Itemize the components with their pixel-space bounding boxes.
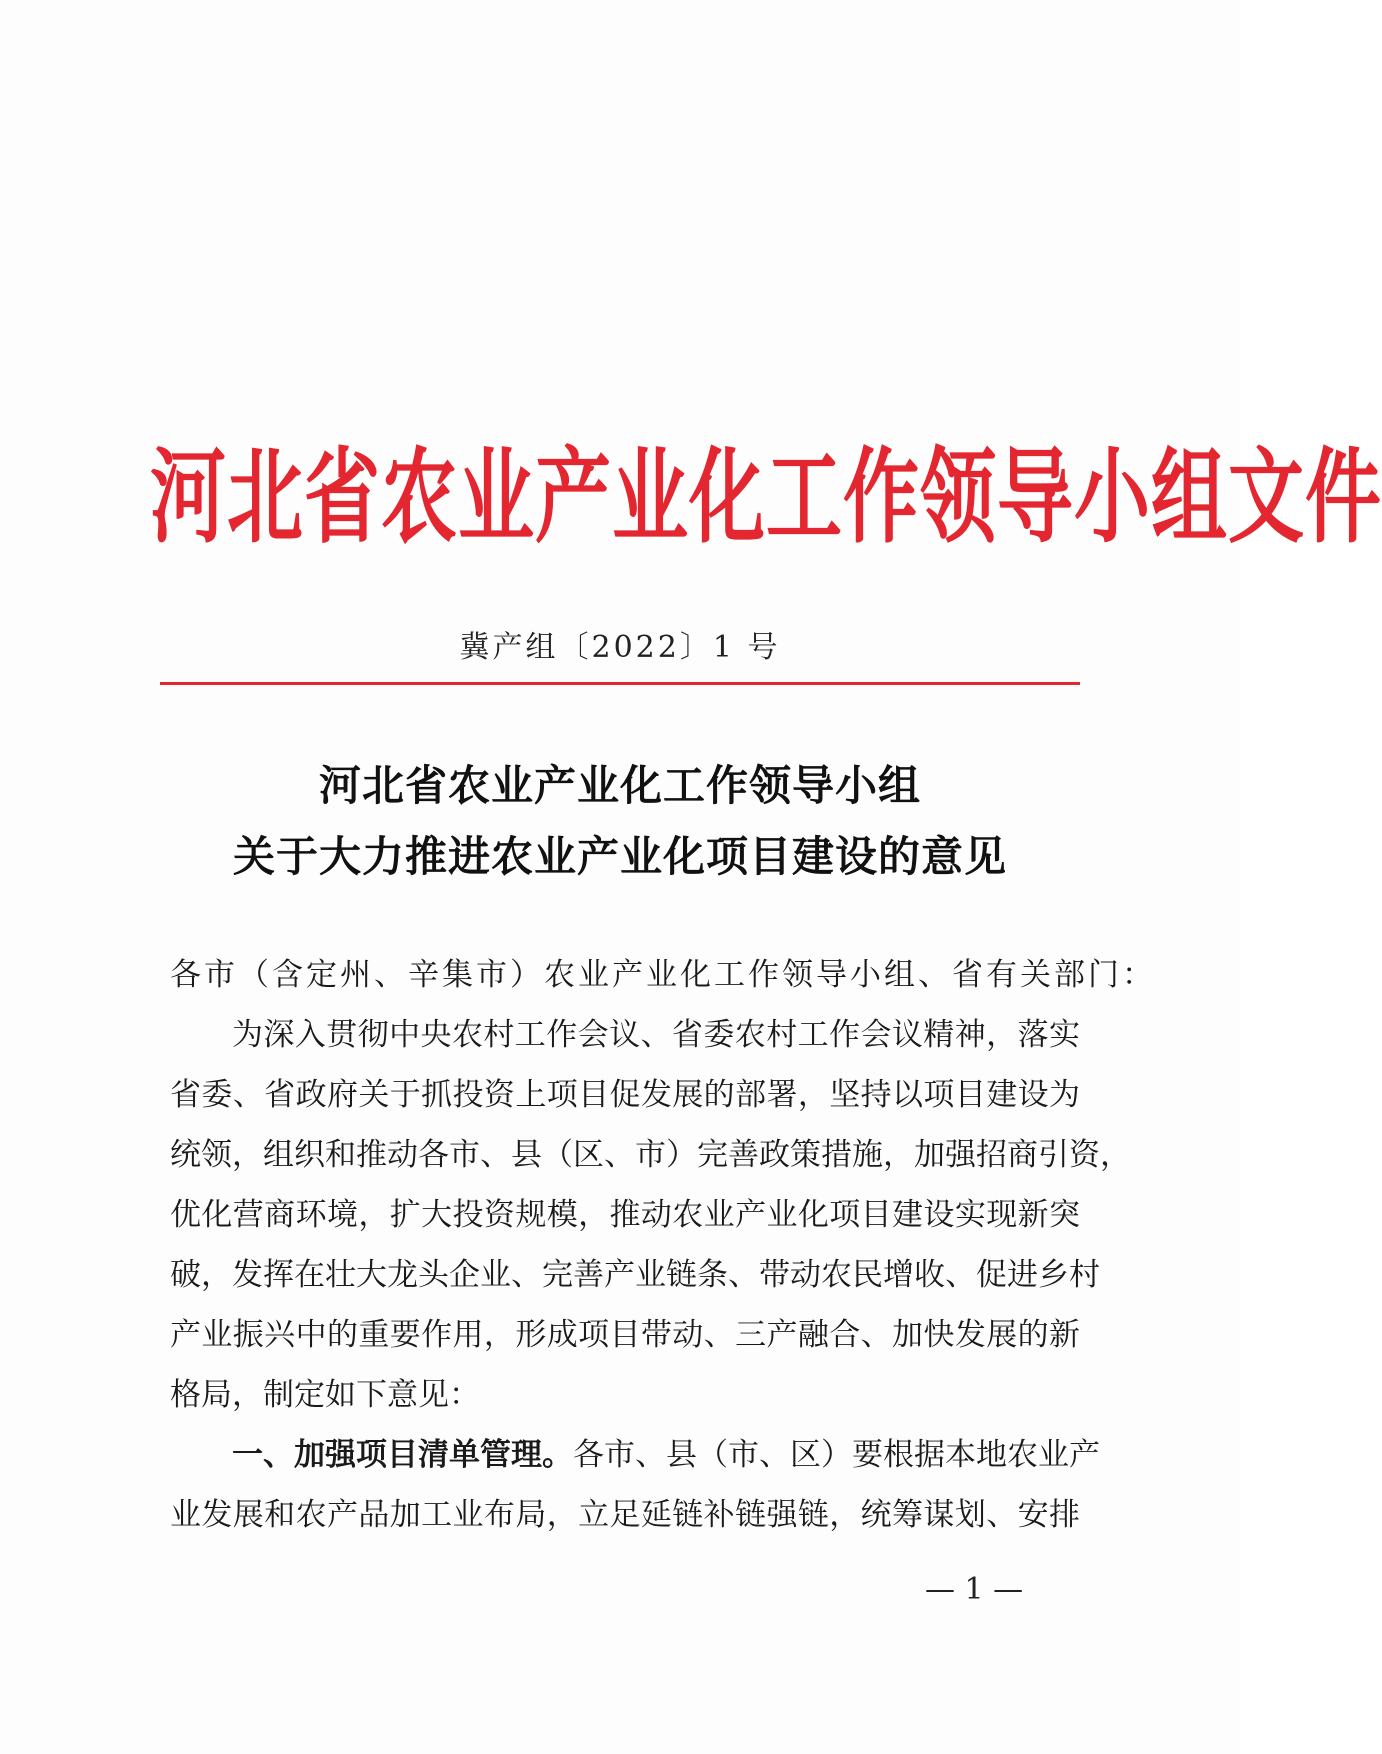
section-1-text: 各市、县（市、区）要根据本地农业产 xyxy=(573,1437,1100,1473)
paragraph-line: 产业振兴中的重要作用，形成项目带动、三产融合、加快发展的新 xyxy=(170,1317,1080,1353)
paragraph-line: 统领，组织和推动各市、县（区、市）完善政策措施，加强招商引资， xyxy=(170,1137,1131,1173)
document-number: 冀产组〔2022〕1 号 xyxy=(459,630,781,665)
paragraph-line: 为深入贯彻中央农村工作会议、省委农村工作会议精神，落实 xyxy=(232,1017,1080,1053)
paragraph-line: 省委、省政府关于抓投资上项目促发展的部署，坚持以项目建设为 xyxy=(170,1077,1080,1113)
paragraph-line: 优化营商环境，扩大投资规模，推动农业产业化项目建设实现新突 xyxy=(170,1197,1080,1233)
salutation: 各市（含定州、辛集市）农业产业化工作领导小组、省有关部门： xyxy=(170,957,1156,993)
section-1-line-1 xyxy=(232,1425,1100,1485)
page-number: — 1 — xyxy=(925,1572,1024,1607)
paragraph-line: 格局，制定如下意见： xyxy=(170,1377,480,1413)
section-1-line-2: 业发展和农产品加工业布局，立足延链补链强链，统筹谋划、安排 xyxy=(170,1497,1080,1533)
paragraph-line: 破，发挥在壮大龙头企业、完善产业链条、带动农民增收、促进乡村 xyxy=(170,1257,1100,1293)
document-title-line-1: 河北省农业产业化工作领导小组 xyxy=(318,761,921,810)
document-title-line-2: 关于大力推进农业产业化项目建设的意见 xyxy=(232,832,1007,881)
issuer-header: 河北省农业产业化工作领导小组文件 xyxy=(150,436,1382,557)
section-1-heading: 一、加强项目清单管理。 xyxy=(232,1437,573,1473)
red-separator-line xyxy=(160,682,1080,685)
